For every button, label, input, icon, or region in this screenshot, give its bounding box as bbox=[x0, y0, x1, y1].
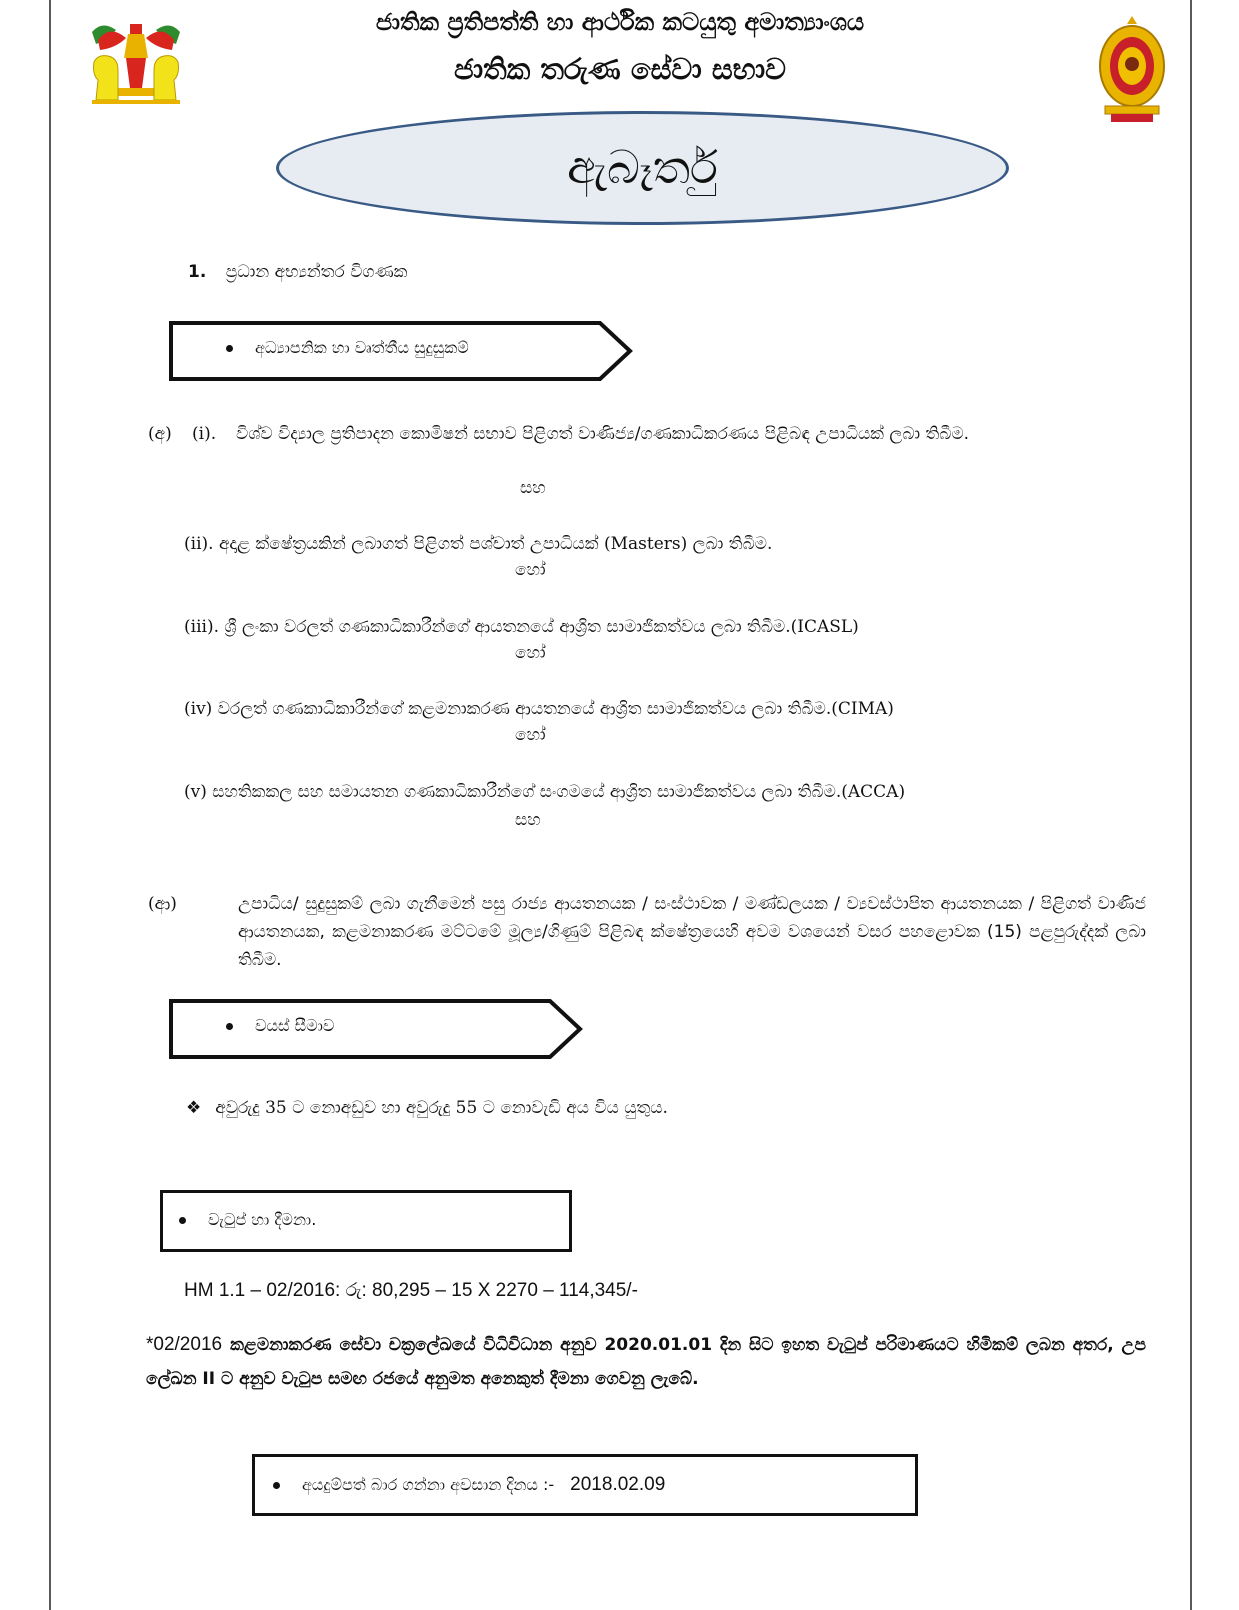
diamond-bullet-icon: ❖ bbox=[186, 1098, 202, 1118]
age-text: අවුරුදු 35 ට නොඅඩුව හා අවුරුදු 55 ට නොවැඩි අය විය යුතුය. bbox=[215, 1098, 668, 1118]
qual-b-label: (ආ) bbox=[148, 894, 177, 914]
salary-heading: වැටුප් හා දීමනා. bbox=[208, 1210, 317, 1229]
council-name: ජාතික තරුණ සේවා සභාව bbox=[454, 52, 786, 86]
deadline-box bbox=[252, 1454, 918, 1516]
position-number: 1. bbox=[188, 262, 207, 282]
qual-b-text: උපාධිය/ සුදුසුකම් ලබා ගැනීමෙන් පසු රාජ්‍ය ආයතනයක / සංස්ථාවක / මණ්ඩලයක / ව්‍යවස්ථාපිත ආයතනයක / පිළිගත් වාණිජ ආයතනයක, කළමනාකරණ මට්ටමේ මූල්‍ය/ගිණුම් පිළිබඳ ක්ෂේත්‍රයෙහි අවම වශයෙන් වසර පහළොවක (15) පළපුරුද්දක් ලබා තිබීම. bbox=[238, 894, 1146, 970]
qualifications-heading-box bbox=[168, 320, 634, 382]
bullet-icon bbox=[226, 345, 233, 352]
page-border-left bbox=[49, 0, 51, 1610]
salary-heading-box bbox=[160, 1190, 572, 1252]
salary-note-text: කළමනාකරණ සේවා චක්‍රලේඛයේ විධිවිධාන අනුව 2020.01.01 දින සිට ඉහත වැටුප් පරිමාණයට හිමිකම් ලබන අතර, උප ලේඛන II ට අනුව වැටුප සමඟ රජයේ අනුමත අනෙකුත් දීමනා ගෙවනු ලැබේ. bbox=[146, 1335, 1146, 1389]
deadline-date: 2018.02.09 bbox=[570, 1474, 666, 1495]
deadline-label: අයදුම්පත් බාර ගන්නා අවසාන දිනය :- bbox=[302, 1475, 555, 1494]
bullet-icon bbox=[273, 1482, 280, 1489]
government-emblem bbox=[1095, 14, 1169, 124]
bullet-icon bbox=[226, 1023, 233, 1030]
qual-a-i-label: (i). bbox=[192, 424, 217, 444]
ministry-name: ජාතික ප්‍රතිපත්ති හා ආර්ථික කටයුතු අමාත්‍යාංශය bbox=[375, 8, 865, 36]
page-title: ඇබෑර්තු bbox=[567, 140, 718, 194]
conjunction-or-1: හෝ bbox=[515, 560, 546, 580]
age-requirement bbox=[186, 1094, 668, 1122]
youth-council-logo bbox=[88, 18, 184, 106]
position-name: ප්‍රධාන අභ්‍යන්තර විගණක bbox=[225, 262, 408, 282]
conjunction-and-2: සහ bbox=[515, 810, 541, 830]
qual-a-iv: (iv) වරලත් ගණකාධිකාරීන්ගේ කළමනාකරණ ආයතනයේ ආශ්‍රිත සාමාජිකත්වය ලබා තිබීම.(CIMA) bbox=[184, 699, 894, 719]
conjunction-or-2: හෝ bbox=[515, 643, 546, 663]
qualifications-heading: අධ්‍යාපනික හා වෘත්තීය සුදුසුකම් bbox=[255, 338, 469, 357]
conjunction-or-3: හෝ bbox=[515, 725, 546, 745]
salary-note bbox=[146, 1328, 1146, 1396]
position-heading bbox=[188, 262, 407, 282]
page-border-right bbox=[1190, 0, 1192, 1610]
qual-a-iii: (iii). ශ්‍රී ලංකා වරලත් ගණකාධිකාරීන්ගේ ආයතනයේ ආශ්‍රිත සාමාජිකත්වය ලබා තිබීම.(ICASL) bbox=[184, 617, 859, 637]
age-heading-box bbox=[168, 998, 584, 1060]
salary-note-prefix: *02/2016 bbox=[146, 1334, 223, 1355]
qual-a-ii: (ii). අදාළ ක්ෂේත්‍රයකින් ලබාගත් පිළිගත් පශ්චාත් උපාධියක් (Masters) ලබා තිබීම. bbox=[184, 534, 773, 554]
age-heading: වයස් සීමාව bbox=[255, 1016, 335, 1035]
conjunction-and-1: සහ bbox=[520, 478, 546, 498]
qual-a-i-text: විශ්ව විද්‍යාල ප්‍රතිපාදන කොමිෂන් සභාව පිළිගත් වාණිජ්‍ය/ගණකාධිකරණය පිළිබඳ උපාධියක් ලබා තිබීම. bbox=[236, 424, 970, 444]
bullet-icon bbox=[179, 1217, 186, 1224]
qual-a-v: (v) සහතිකකල සහ සමායතන ගණකාධිකාරීන්ගේ සංගමයේ ආශ්‍රිත සාමාජිකත්වය ලබා තිබීම.(ACCA) bbox=[184, 782, 906, 802]
title-banner bbox=[276, 111, 1009, 225]
qual-a-label: (අ) bbox=[148, 424, 172, 444]
salary-scale: HM 1.1 – 02/2016: රු: 80,295 – 15 X 2270 – 114,345/- bbox=[184, 1280, 638, 1301]
